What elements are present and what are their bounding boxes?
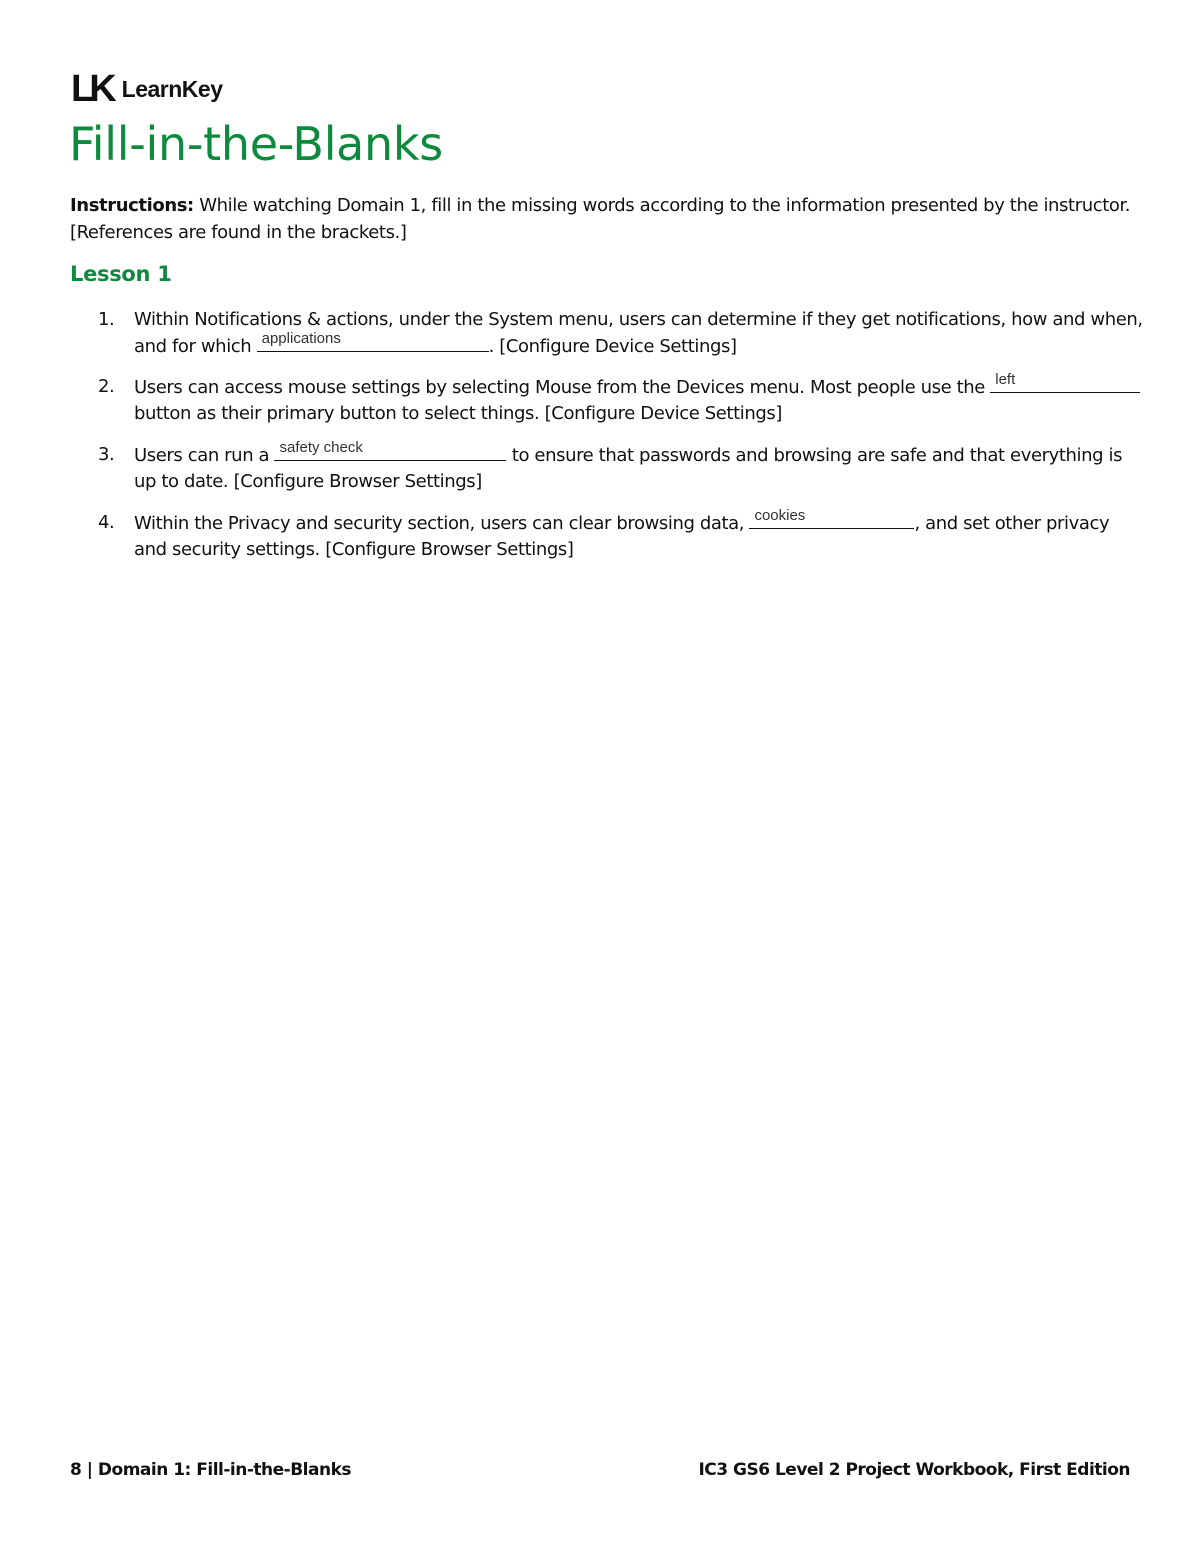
answer-blank[interactable] xyxy=(257,330,489,352)
footer-book-title: IC3 GS6 Level 2 Project Workbook, First Edition xyxy=(698,1460,1130,1480)
question-item-4 xyxy=(98,507,1143,563)
footer-page-info xyxy=(70,1460,351,1480)
question-text-before: Users can run a xyxy=(134,445,270,466)
question-text-before: Within the Privacy and security section, users can clear browsing data, xyxy=(134,513,745,534)
question-text-after: button as their primary button to select things. [Configure Device Settings] xyxy=(134,403,782,424)
question-number: 3. xyxy=(98,444,115,465)
question-text-before: Users can access mouse settings by selecting Mouse from the Devices menu. Most people use the xyxy=(134,377,985,398)
learnkey-logo xyxy=(71,68,223,110)
question-text xyxy=(134,371,1143,427)
footer-section: Domain 1: Fill-in-the-Blanks xyxy=(97,1460,352,1480)
answer-text: safety check xyxy=(279,439,363,456)
answer-text: left xyxy=(995,371,1016,388)
question-text-after: to ensure that passwords and browsing are safe and that everything is up to date. [Configure Browser Settings] xyxy=(134,445,1123,492)
answer-blank[interactable] xyxy=(749,507,914,529)
question-text xyxy=(134,439,1143,495)
answer-blank[interactable] xyxy=(990,371,1140,393)
question-text xyxy=(134,507,1143,563)
instructions-note: [References are found in the brackets.] xyxy=(70,222,407,243)
question-text xyxy=(134,307,1143,360)
footer-separator: | xyxy=(86,1460,93,1480)
logo-wordmark: LearnKey xyxy=(121,75,223,102)
answer-text: applications xyxy=(261,330,341,347)
question-text-after: . [Configure Device Settings] xyxy=(488,336,737,357)
logo-mark: LK xyxy=(71,68,112,110)
question-item-1 xyxy=(98,307,1143,360)
lesson-heading: Lesson 1 xyxy=(70,262,172,286)
instructions-label: Instructions: xyxy=(70,195,194,216)
question-item-2 xyxy=(98,371,1143,427)
question-text-after: , and set other privacy and security settings. [Configure Browser Settings] xyxy=(134,513,1110,560)
question-text-before: Within Notifications & actions, under the System menu, users can determine if they get notifications, how and when, and for which xyxy=(134,309,1143,357)
instructions-text: While watching Domain 1, fill in the missing words according to the information presented by the instructor. xyxy=(199,195,1131,216)
page-title: Fill-in-the-Blanks xyxy=(69,117,443,171)
question-number: 1. xyxy=(98,309,115,330)
answer-blank[interactable] xyxy=(274,439,506,461)
answer-text: cookies xyxy=(754,507,806,524)
question-number: 2. xyxy=(98,376,115,397)
instructions xyxy=(70,192,1145,246)
page-number: 8 xyxy=(70,1460,82,1480)
question-item-3 xyxy=(98,439,1143,495)
question-number: 4. xyxy=(98,512,115,533)
